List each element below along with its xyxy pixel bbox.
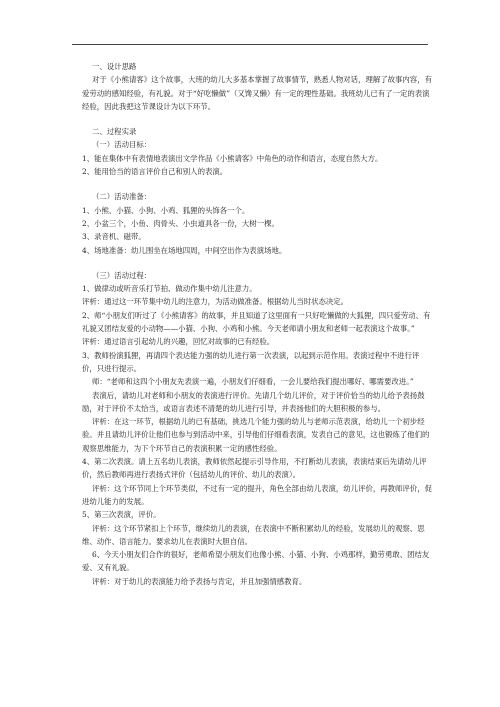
paragraph: 2、小盆三个，小鱼、肉骨头、小虫道具各一份，大树一棵。 bbox=[82, 218, 279, 228]
paragraph: 一、设计思路 bbox=[92, 62, 137, 71]
paragraph: 师：“老师和这四个小朋友先表演一遍，小朋友们仔细看，一会儿要给我们提出哪好、哪需要改进。” bbox=[92, 377, 414, 387]
paragraph: 4、第二次表演。请上五名幼儿表演，教师依然起提示引导作用，不打断幼儿表演，表演结束后先请幼儿评价，然后教师再进行表扬式评价（包括幼儿的评价、幼儿的表演）。 bbox=[82, 457, 427, 480]
paragraph: 3、教师扮演狐狸，再请四个表达能力强的幼儿进行第一次表演，以起到示范作用。表演过程中不进行评价，只进行提示。 bbox=[82, 350, 420, 373]
paragraph: 评析：这个环节紧扣上个环节，继续幼儿的表演，在表演中不断积累幼儿的经验，发展幼儿的观察、思维、动作、语言能力。要求幼儿在表演时大胆自信。 bbox=[82, 523, 425, 546]
paragraph-gap bbox=[82, 113, 432, 125]
paragraph-gap bbox=[82, 257, 432, 269]
paragraph: 评析：通过语言引起幼儿的兴趣，回忆对故事的已有经验。 bbox=[82, 337, 275, 347]
paragraph: 2、师“小朋友们听过了《小熊请客》的故事，并且知道了这里面有一只好吃懒做的大狐狸，四只爱劳动、有礼貌又团结友爱的小动物——小猫、小狗、小鸡和小熊。今天老师请小朋友和老师一起表演这个故事。” bbox=[82, 310, 431, 334]
paragraph: 1、小熊、小猫、小狗、小鸡、狐狸的头饰各一个。 bbox=[82, 205, 250, 215]
header-rule bbox=[72, 44, 428, 45]
paragraph: 3、录音机、磁带。 bbox=[82, 232, 146, 242]
paragraph: （一）活动目标： bbox=[92, 140, 152, 150]
paragraph: 6、今天小朋友们合作的很好，老师希望小朋友们也像小熊、小猫、小狗、小鸡那样，勤劳勇敢、团结友爱、又有礼貌。 bbox=[82, 550, 430, 573]
document-body bbox=[82, 60, 432, 588]
paragraph: 1、做律动或听音乐打节拍、做动作集中幼儿注意力。 bbox=[82, 284, 257, 294]
paragraph: 对于《小熊请客》这个故事，大班的幼儿大多基本掌握了故事情节，熟悉人物对话，理解了故事内容，有爱劳动的感知经验，有礼貌。对于“好吃懒做”（又馋又懒）有一定的理性基础。我班幼儿已有了一定的表演经验，因此我把这节课设计为以下环节。 bbox=[82, 75, 432, 111]
paragraph: 评析：对于幼儿的表演能力给予表扬与肯定，并且加强情感教育。 bbox=[92, 576, 307, 586]
paragraph: （三）活动过程： bbox=[92, 270, 152, 280]
paragraph: 评析：在这一环节，根据幼儿的已有基础，挑选几个能力强的幼儿与老师示范表演，给幼儿一个初步经验。并且请幼儿评价让他们也参与到活动中来，引导他们仔细看表演，发表自己的意见，这也锻炼了他们的观察思维能力，为下个环节自己的表演积累一定的感性经验。 bbox=[82, 417, 430, 453]
paragraph: 二、过程实录 bbox=[92, 127, 137, 137]
paragraph: 表演后，请幼儿对老师和小朋友的表演进行评价。先请几个幼儿评价，对于评价恰当的幼儿给予表扬鼓励，对于评价不太恰当，或语言表述不清楚的幼儿进行引导，并表扬他们的大胆积极的参与。 bbox=[82, 390, 425, 413]
paragraph: 2、能用恰当的语言评价自己和别人的表演。 bbox=[82, 167, 228, 177]
paragraph: 评析：这个环节同上个环节类似，不过有一定的提升，角色全部由幼儿表演，幼儿评价，再教师评价，促进幼儿能力的发展。 bbox=[82, 483, 432, 506]
paragraph: 5、第三次表演，评价。 bbox=[82, 510, 161, 520]
paragraph: 1、能在集体中有表情地表演出文学作品《小熊请客》中角色的动作和语言，态度自然大方。 bbox=[82, 153, 383, 163]
paragraph: 评析：通过这一环节集中幼儿的注意力，为活动做准备。根据幼儿当时状态决定。 bbox=[82, 297, 349, 307]
paragraph-gap bbox=[82, 178, 432, 190]
paragraph: 4、场地准备：幼儿围坐在场地四周，中间空出作为表演场地。 bbox=[82, 245, 287, 255]
paragraph: （二）活动准备： bbox=[92, 192, 152, 202]
